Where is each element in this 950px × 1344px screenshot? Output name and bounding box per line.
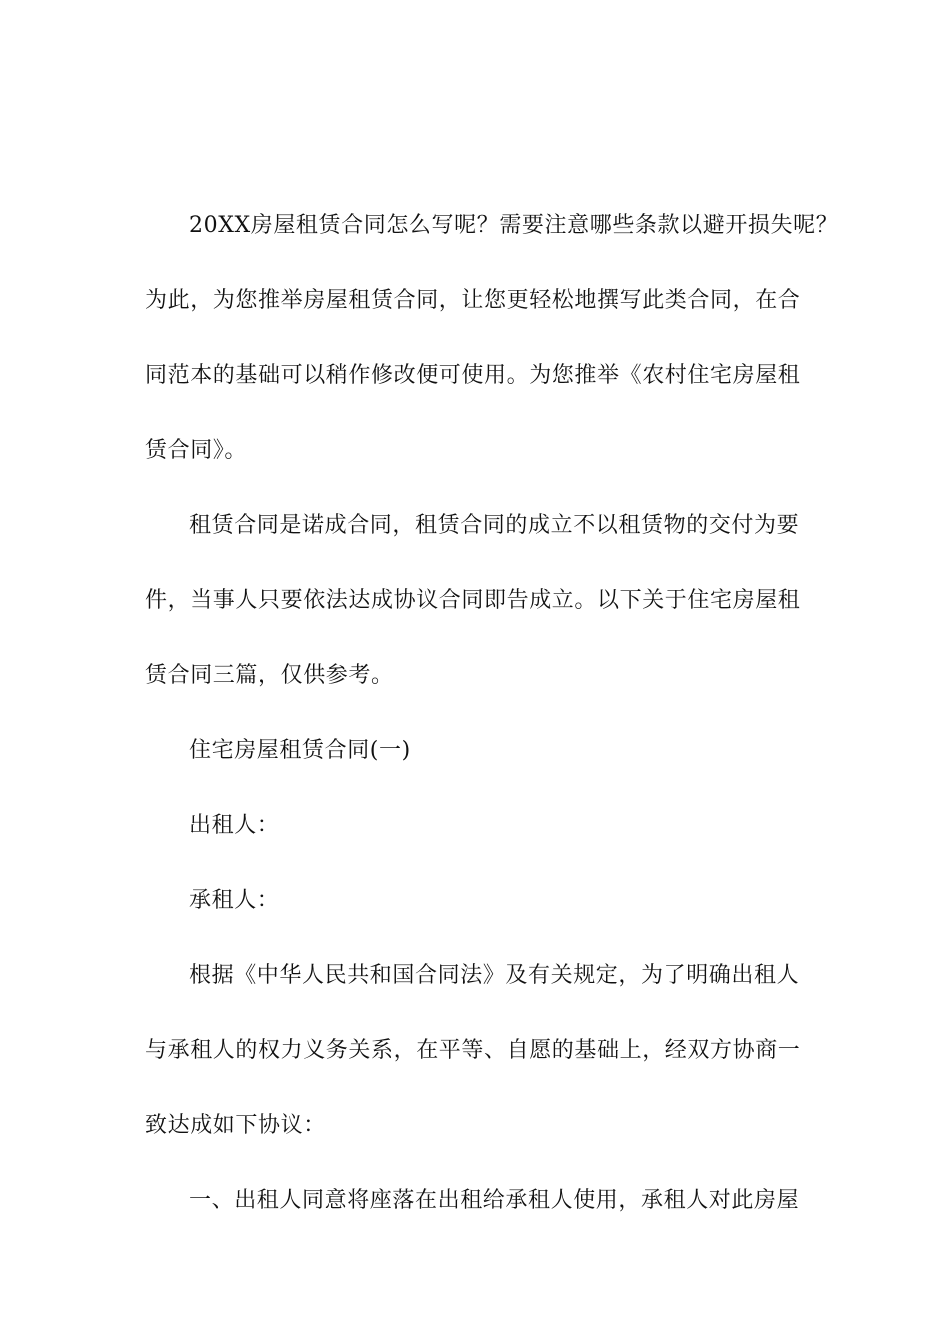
paragraph-1-line-2: 为此，为您推举房屋租赁合同，让您更轻松地撰写此类合同，在合 <box>145 288 801 313</box>
clause-1-line-1: 一、出租人同意将座落在出租给承租人使用，承租人对此房屋 <box>189 1188 800 1213</box>
legal-basis-line-1: 根据《中华人民共和国合同法》及有关规定，为了明确出租人 <box>189 963 800 988</box>
legal-basis-line-3: 致达成如下协议： <box>145 1113 326 1138</box>
paragraph-1-line-3: 同范本的基础可以稍作修改便可使用。为您推举《农村住宅房屋租 <box>145 363 801 388</box>
paragraph-1-line-1: 20XX房屋租赁合同怎么写呢？需要注意哪些条款以避开损失呢？ <box>189 213 839 238</box>
paragraph-1-line-4: 赁合同》。 <box>145 438 248 463</box>
lessee-label: 承租人： <box>189 888 280 913</box>
paragraph-2-line-1: 租赁合同是诺成合同，租赁合同的成立不以租赁物的交付为要 <box>189 513 800 538</box>
lessor-label: 出租人： <box>189 813 280 838</box>
paragraph-2-line-3: 赁合同三篇，仅供参考。 <box>145 663 394 688</box>
contract-heading: 住宅房屋租赁合同(一) <box>189 738 411 763</box>
paragraph-2-line-2: 件，当事人只要依法达成协议合同即告成立。以下关于住宅房屋租 <box>145 588 801 613</box>
legal-basis-line-2: 与承租人的权力义务关系，在平等、自愿的基础上，经双方协商一 <box>145 1038 801 1063</box>
